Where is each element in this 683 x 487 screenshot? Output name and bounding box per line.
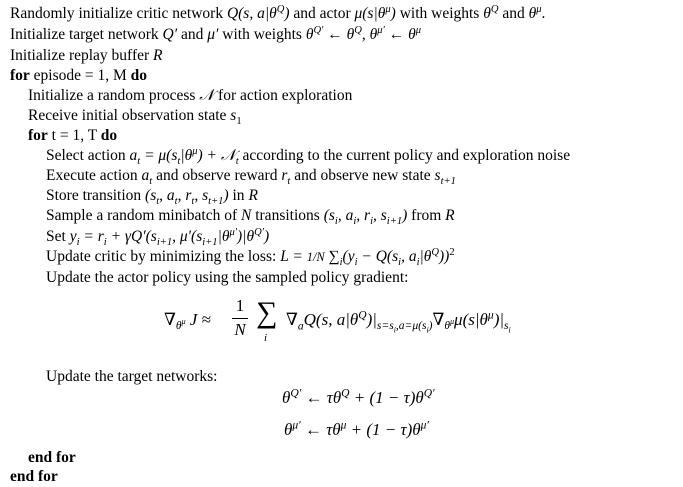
math-segment: )|θ (237, 228, 255, 245)
math-segment: μ′ (229, 226, 238, 238)
pg-term1-expr: Q(s, a|θ (303, 310, 359, 329)
text-segment: and observe new state (290, 167, 435, 184)
math-segment: , r (177, 187, 192, 204)
math-segment: r (281, 167, 288, 184)
pg-term1-sup: Q (358, 308, 367, 322)
line-init-target (10, 25, 421, 44)
math-segment: i (76, 237, 80, 249)
text-segment: . (541, 5, 546, 22)
math-segment: t+1 (208, 196, 224, 208)
math-segment: R (153, 47, 163, 64)
line-set-y (46, 226, 270, 249)
text-segment: according to the current policy and exploration noise (238, 147, 571, 164)
tm-lhs: θ (284, 420, 293, 439)
math-segment: (s (145, 187, 157, 204)
pg-lhs-nabla: ∇ (164, 310, 176, 329)
line-init-random-process (28, 86, 352, 105)
math-segment: t (174, 196, 178, 208)
text-segment: and (177, 26, 208, 43)
keyword: do (130, 67, 148, 84)
pg-term1-nabla: ∇ (286, 310, 298, 329)
pg-term2-eval-i: i (508, 325, 511, 335)
pg-term2-sub-sup: μ (450, 317, 455, 327)
text-segment: Initialize replay buffer (10, 47, 154, 64)
pg-term1-eval-i2: i (426, 325, 429, 335)
math-segment: R (445, 207, 455, 224)
pg-term1-eval: s=s (376, 319, 394, 333)
math-segment: ← θ (384, 26, 416, 43)
math-segment: 1/N (306, 250, 325, 264)
tq-lhs-sup: Q′ (290, 386, 302, 400)
math-segment: Q(s, a|θ (226, 5, 277, 22)
math-segment: , a (401, 248, 417, 265)
text-segment: transitions (251, 207, 324, 224)
text-segment: t = 1, T (47, 127, 101, 144)
math-segment: μ (385, 3, 391, 15)
math-segment: θ (528, 5, 537, 22)
line-update-target (46, 367, 217, 386)
math-segment: μ(s|θ (354, 5, 386, 22)
line-update-critic (46, 247, 455, 267)
math-segment: s (230, 107, 237, 124)
text-segment: Select action (46, 147, 130, 164)
text-segment: Update critic by minimizing the loss: (46, 248, 281, 265)
line-for-episode (10, 66, 147, 85)
pg-term2-nabla: ∇ (432, 310, 445, 329)
pg-term1-eval-close: ) (428, 319, 433, 333)
math-segment: i+1 (386, 216, 403, 228)
text-segment: Receive initial observation state (28, 107, 231, 124)
math-segment: ) (390, 5, 396, 22)
math-segment: Q (354, 24, 362, 36)
text-segment: Initialize a random process (28, 87, 200, 104)
math-segment: t (149, 176, 153, 188)
math-segment: t (235, 156, 239, 168)
math-segment: − Q(s (357, 248, 399, 265)
line-init-critic-actor (10, 4, 545, 23)
math-segment: |θ (217, 228, 230, 245)
line-execute-action (46, 166, 456, 188)
pg-lhs-sub: θ (175, 319, 182, 333)
math-segment: ) (223, 187, 229, 204)
math-segment: i+1 (202, 237, 218, 249)
math-segment: a (141, 167, 150, 184)
pg-lhs-var: J ≈ (189, 310, 211, 329)
target-update-mu-equation (284, 420, 429, 440)
math-segment: i (398, 257, 402, 269)
text-segment: 2 (449, 246, 455, 258)
math-segment: R (248, 187, 258, 204)
math-segment: μ (536, 3, 542, 15)
math-segment: Q′ (162, 26, 178, 43)
math-segment: μ′ (207, 26, 219, 43)
math-segment: i (339, 257, 343, 269)
tq-rhs-a-sup: Q (341, 386, 350, 400)
text-segment: for action exploration (214, 87, 353, 104)
pg-frac-bar (232, 318, 248, 319)
math-segment: a (129, 147, 138, 164)
math-segment: Q′ (254, 226, 264, 238)
math-segment: Q (490, 3, 499, 15)
math-segment: )) (438, 248, 450, 265)
math-segment: , a (337, 207, 354, 224)
math-segment: t (177, 156, 181, 168)
math-segment: ← θ (323, 26, 355, 43)
line-sample-minibatch (46, 206, 455, 228)
line-init-replay (10, 46, 163, 65)
pg-term2-expr: μ(s|θ (454, 310, 488, 329)
tm-rhs-b-sup: μ′ (420, 418, 429, 432)
math-segment: i (416, 257, 420, 269)
text-segment: ∑ (324, 248, 340, 265)
math-segment: i (354, 257, 358, 269)
text-segment: Randomly initialize critic network (10, 5, 227, 22)
line-select-action (46, 145, 571, 168)
text-segment: Update the target networks: (46, 368, 218, 385)
math-segment: = r (79, 228, 104, 245)
math-segment: |θ (180, 147, 193, 164)
pg-term1-eval-rest: ,a=μ(s (395, 319, 427, 333)
math-segment: L = (280, 248, 307, 265)
tq-rhs-b-sup: Q′ (423, 386, 435, 400)
math-segment: i (353, 216, 357, 228)
math-segment: ) (402, 207, 408, 224)
text-segment: 1 (236, 116, 242, 128)
math-segment: ) (264, 228, 270, 245)
math-segment: , s (373, 207, 387, 224)
tm-rhs-b: + (1 − τ)θ (350, 420, 421, 439)
pg-term1-close: )| (366, 310, 377, 329)
math-segment: (s (323, 207, 335, 224)
pg-term1-sub: a (297, 319, 304, 333)
math-segment: θ (305, 26, 314, 43)
math-segment: N (241, 207, 252, 224)
tm-rhs-a-sup: μ (340, 418, 347, 432)
math-segment: , μ′(s (172, 228, 203, 245)
math-segment: |θ (419, 248, 432, 265)
math-segment: , a (159, 187, 175, 204)
line-receive-state (28, 106, 242, 128)
math-segment: θ (483, 5, 491, 22)
text-segment: from (407, 207, 446, 224)
pg-sum-symbol: ∑ (256, 296, 278, 329)
text-segment: with weights (395, 5, 484, 22)
math-segment: Q′ (313, 24, 324, 36)
math-segment: μ′ (377, 24, 385, 36)
tq-arrow: ← (305, 388, 323, 407)
math-segment: 𝒩 (199, 87, 215, 104)
line-update-actor (46, 268, 408, 287)
text-segment: and (498, 5, 529, 22)
pg-term2-sup: μ (487, 308, 494, 322)
math-segment: i+1 (156, 237, 173, 249)
math-segment: Q (431, 246, 439, 258)
math-segment: + γQ′(s (106, 228, 157, 245)
text-segment: Set (46, 228, 70, 245)
text-segment: episode = 1, M (29, 67, 131, 84)
line-end-for-outer (10, 467, 58, 486)
text-segment: and observe reward (152, 167, 282, 184)
math-segment: (y (342, 248, 355, 265)
math-segment: y (69, 228, 77, 245)
pg-frac-den: N (234, 320, 246, 339)
math-segment: Q (276, 3, 285, 15)
math-segment: , θ (361, 26, 378, 43)
text-segment: with weights (218, 26, 306, 43)
tm-arrow: ← (304, 420, 322, 439)
tm-lhs-sup: μ′ (292, 418, 301, 432)
line-for-t (28, 126, 117, 145)
math-segment: t (191, 196, 195, 208)
text-segment: in (228, 187, 249, 204)
math-segment: i (334, 216, 338, 228)
keyword: end for (10, 468, 58, 485)
math-segment: t+1 (440, 176, 456, 188)
math-segment: t (137, 156, 141, 168)
math-segment: t (156, 196, 160, 208)
pg-frac-num: 1 (235, 296, 245, 315)
math-segment: i (370, 216, 373, 228)
tq-rhs-a: τθ (326, 388, 342, 407)
text-segment: Execute action (46, 167, 142, 184)
math-segment: , s (194, 187, 209, 204)
pg-term2-close: )| (493, 310, 505, 329)
pg-term2-sub: θ (444, 319, 451, 333)
text-segment: Update the actor policy using the sampled policy gradient: (46, 269, 409, 286)
keyword: do (100, 127, 118, 144)
pg-sum-index: i (264, 332, 268, 344)
keyword: end for (28, 449, 76, 466)
tm-rhs-a: τθ (326, 420, 341, 439)
tq-rhs-b: + (1 − τ)θ (353, 388, 424, 407)
math-segment: μ (415, 24, 421, 36)
math-segment: s (434, 167, 441, 184)
math-segment: μ (192, 145, 198, 157)
text-segment: Store transition (46, 187, 146, 204)
text-segment: and actor (289, 5, 355, 22)
math-segment: i (103, 237, 107, 249)
math-segment: ) + 𝒩 (197, 147, 236, 164)
pg-term1-eval-i: i (393, 325, 396, 335)
target-update-q-equation (282, 388, 435, 408)
pg-term2-eval: s (504, 319, 509, 333)
pg-lhs-sub-sup: μ (181, 317, 186, 327)
keyword: for (10, 67, 30, 84)
keyword: for (28, 127, 48, 144)
text-segment: Initialize target network (10, 26, 163, 43)
tq-lhs: θ (282, 388, 291, 407)
line-end-for-inner (28, 448, 76, 467)
math-segment: , r (356, 207, 371, 224)
math-segment: t (287, 176, 291, 188)
line-store-transition (46, 186, 258, 208)
math-segment: = μ(s (140, 147, 178, 164)
math-segment: ) (284, 5, 290, 22)
text-segment: Sample a random minibatch of (46, 207, 241, 224)
